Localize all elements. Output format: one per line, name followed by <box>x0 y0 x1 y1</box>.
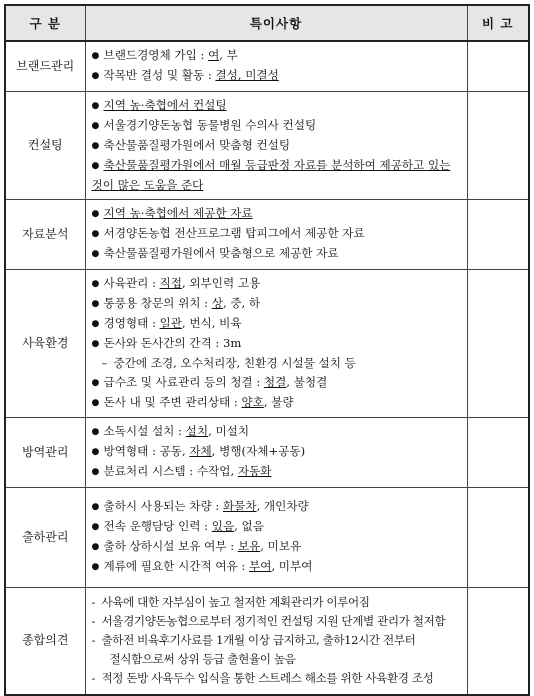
selected-option: 청결 <box>263 374 287 389</box>
category-cell: 브랜드관리 <box>5 41 85 91</box>
notes-list <box>92 46 463 86</box>
item-text: 출하 상하시설 보유 여부 : <box>103 539 238 553</box>
item-text: 작목반 결성 및 활동 : <box>103 68 216 83</box>
item-text: 전속 운행담당 인력 : <box>103 519 212 533</box>
list-item <box>92 373 463 393</box>
item-text: 계류에 필요한 시간적 여유 : <box>103 559 250 573</box>
selected-option: 결성, 미결성 <box>215 68 279 83</box>
notes-list <box>92 422 463 482</box>
notes-list <box>92 204 463 264</box>
list-item <box>92 204 463 224</box>
notes-list <box>92 274 463 413</box>
item-text: 방역형태 : 공동, <box>103 444 190 458</box>
table-row <box>5 487 529 587</box>
item-text-suffix: , 부 <box>219 48 238 63</box>
category-cell: 출하관리 <box>5 487 85 587</box>
notes-list <box>92 96 463 195</box>
list-item <box>92 314 463 334</box>
item-text: 돈사와 돈사간의 간격 : 3m <box>103 335 242 350</box>
remark-cell <box>467 269 529 417</box>
selected-option: 자체 <box>189 444 212 458</box>
list-item <box>92 517 463 537</box>
item-text: 적정 돈방 사육두수 입식을 통한 스트레스 해소를 위한 사육환경 조성 <box>101 671 434 686</box>
table-body <box>5 41 529 695</box>
item-text-suffix: , 병행(자체+공동) <box>211 444 306 458</box>
selected-option: 여 <box>208 48 220 63</box>
table-row <box>5 417 529 487</box>
selected-option: 설치 <box>185 424 209 438</box>
remark-cell <box>467 199 529 269</box>
list-item <box>92 66 463 86</box>
list-item <box>92 557 463 577</box>
list-item <box>92 334 463 354</box>
item-text: 급수조 및 사료관리 등의 청결 : <box>103 374 264 389</box>
item-text: 서울경기양돈농협 동물병원 수의사 컨설팅 <box>103 117 317 132</box>
selected-option: 직접 <box>159 275 182 290</box>
list-item <box>92 462 463 482</box>
item-text: 절식함으로써 상위 등급 출현율이 높음 <box>109 652 296 667</box>
notes-cell <box>85 487 467 587</box>
list-item <box>92 156 463 195</box>
list-item <box>92 294 463 314</box>
category-cell: 자료분석 <box>5 199 85 269</box>
item-text-suffix: , 불량 <box>263 394 294 409</box>
list-item <box>92 631 463 650</box>
remark-cell <box>467 41 529 91</box>
list-item <box>92 354 463 373</box>
list-item <box>92 612 463 631</box>
item-text: 축산물품질평가원에서 맞춤형 컨설팅 <box>103 137 291 152</box>
remark-cell <box>467 91 529 199</box>
list-item <box>92 274 463 294</box>
item-text-suffix: , 불청결 <box>286 374 328 389</box>
document <box>4 4 528 696</box>
category-cell: 방역관리 <box>5 417 85 487</box>
item-text: 통풍용 창문의 위치 : <box>103 295 212 310</box>
notes-cell <box>85 587 467 695</box>
header-notes: 특이사항 <box>85 5 467 41</box>
notes-cell <box>85 417 467 487</box>
selected-option: 양호 <box>241 394 264 409</box>
selected-option: 일관 <box>159 315 182 330</box>
item-text: 중간에 조경, 오수처리장, 친환경 시설물 설치 등 <box>113 355 356 370</box>
list-item <box>92 593 463 612</box>
table-row <box>5 269 529 417</box>
selected-option: 상 <box>211 295 223 310</box>
item-text-suffix: , 없음 <box>234 519 264 533</box>
table-row <box>5 199 529 269</box>
selected-option: 지역 농·축협에서 컨설팅 <box>103 97 227 112</box>
notes-list <box>92 593 463 688</box>
item-text-suffix: , 중, 하 <box>222 295 261 310</box>
remark-cell <box>467 487 529 587</box>
category-cell: 사육환경 <box>5 269 85 417</box>
header-row <box>5 5 529 41</box>
item-text-suffix: , 미설치 <box>208 424 250 438</box>
list-item <box>92 46 463 66</box>
header-category: 구 분 <box>5 5 85 41</box>
table-row <box>5 587 529 695</box>
selected-option: 보유 <box>237 539 261 553</box>
item-text: 사육관리 : <box>103 275 160 290</box>
list-item <box>92 650 463 669</box>
category-cell: 종합의견 <box>5 587 85 695</box>
item-text-suffix: , 번식, 비육 <box>181 315 242 330</box>
item-text: 경영형태 : <box>103 315 160 330</box>
list-item <box>92 537 463 557</box>
remark-cell <box>467 587 529 695</box>
notes-cell <box>85 91 467 199</box>
item-text: 소독시설 설치 : <box>103 424 186 438</box>
table-row <box>5 91 529 199</box>
notes-cell <box>85 199 467 269</box>
list-item <box>92 422 463 442</box>
list-item <box>92 116 463 136</box>
item-text: 축산물품질평가원에서 맞춤형으로 제공한 자료 <box>103 246 339 260</box>
item-text-suffix: , 개인차량 <box>256 499 309 513</box>
farm-notes-table <box>4 4 530 696</box>
selected-option: 있음 <box>211 519 235 533</box>
item-text-suffix: , 외부인력 고용 <box>181 275 261 290</box>
list-item <box>92 136 463 156</box>
remark-cell <box>467 417 529 487</box>
item-text: 돈사 내 및 주변 관리상태 : <box>103 394 242 409</box>
item-text: 사육에 대한 자부심이 높고 철저한 계획관리가 이루어짐 <box>101 595 370 610</box>
item-text: 브랜드경영체 가입 : <box>103 48 209 63</box>
list-item <box>92 224 463 244</box>
list-item <box>92 96 463 116</box>
selected-option: 자동화 <box>237 464 272 478</box>
list-item <box>92 669 463 688</box>
selected-option: 화물차 <box>222 499 257 513</box>
list-item <box>92 393 463 413</box>
item-text-suffix: , 미보유 <box>260 539 302 553</box>
header-remark: 비 고 <box>467 5 529 41</box>
item-text-suffix: , 미부여 <box>271 559 313 573</box>
item-text: 서경양돈농협 전산프로그램 탑피그에서 제공한 자료 <box>103 226 365 240</box>
item-text: 출하시 사용되는 차량 : <box>103 499 223 513</box>
list-item <box>92 244 463 264</box>
selected-option: 축산물품질평가원에서 매월 등급판정 자료를 분석하여 제공하고 있는 것이 많은 도움을 준다 <box>91 157 451 192</box>
notes-list <box>92 497 463 577</box>
item-text: 서울경기양돈농협으로부터 정기적인 컨설팅 지원 단계별 관리가 철저함 <box>101 614 446 629</box>
notes-cell <box>85 41 467 91</box>
item-text: 분료처리 시스템 : 수작업, <box>103 464 238 478</box>
selected-option: 부여 <box>249 559 272 573</box>
selected-option: 지역 농·축협에서 제공한 자료 <box>103 206 253 220</box>
list-item <box>92 497 463 517</box>
category-cell: 컨설팅 <box>5 91 85 199</box>
item-text: 출하전 비육후기사료를 1개월 이상 급지하고, 출하12시간 전부터 <box>101 633 416 648</box>
list-item <box>92 442 463 462</box>
notes-cell <box>85 269 467 417</box>
table-row <box>5 41 529 91</box>
